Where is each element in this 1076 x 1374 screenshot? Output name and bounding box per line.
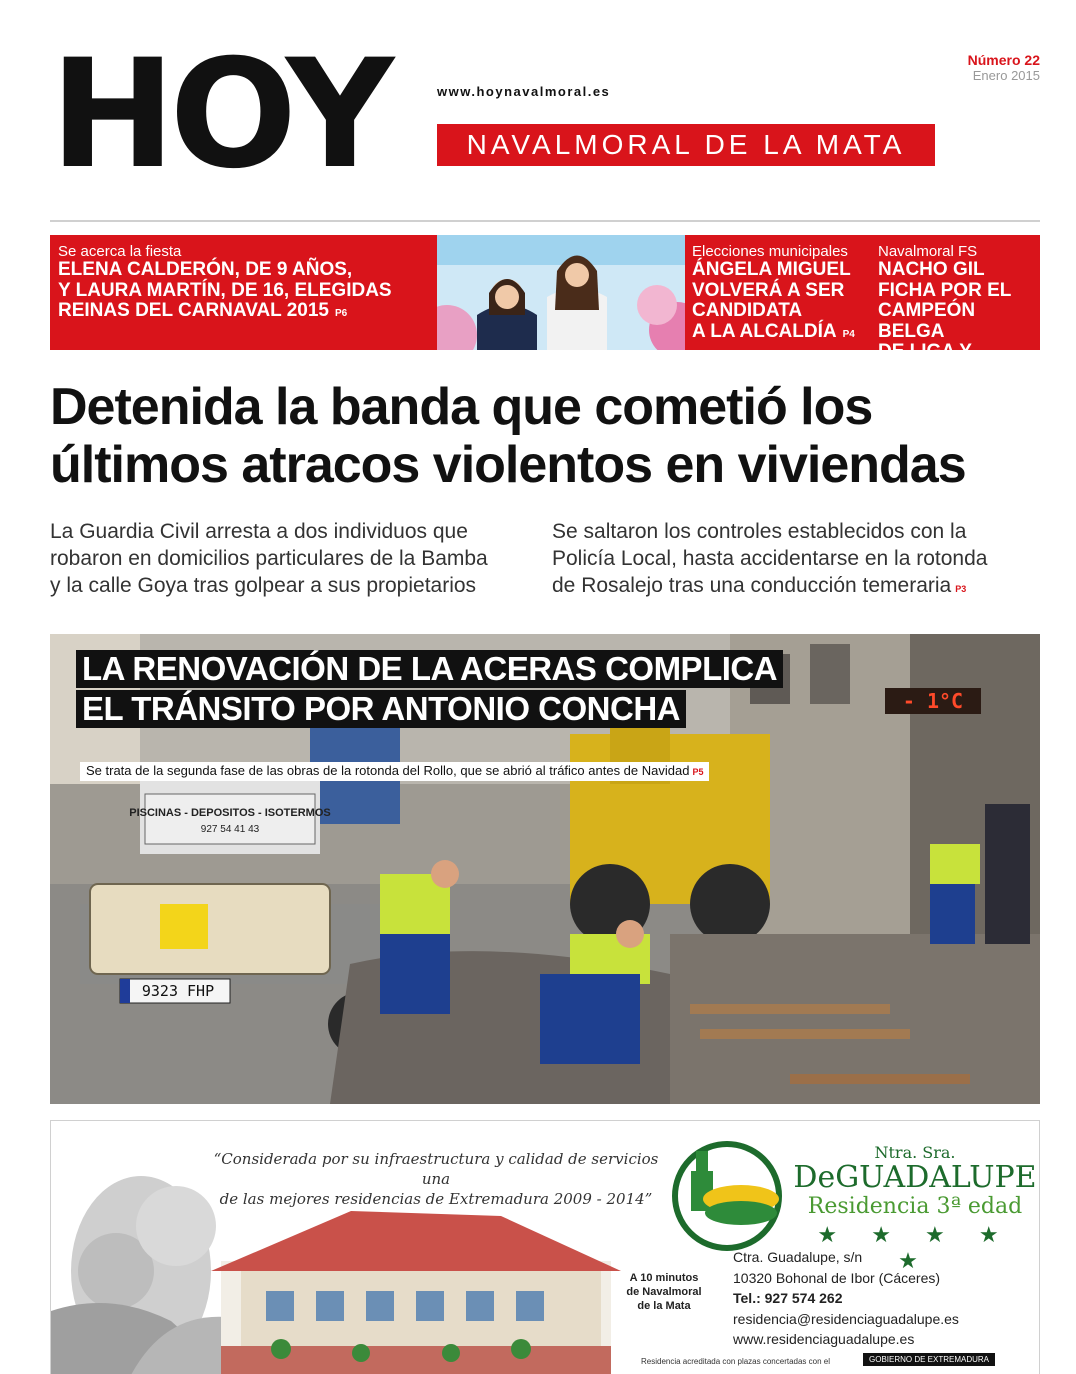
teaser-photo-carnival-queens bbox=[437, 235, 685, 350]
page-ref: P6 bbox=[335, 308, 348, 319]
photo-caption: Se trata de la segunda fase de las obras de la rotonda del Rollo, que se abrió al tráfico antes de Navidad P5 bbox=[80, 762, 709, 781]
truck-sign-1: PISCINAS - DEPOSITOS - ISOTERMOS bbox=[129, 807, 331, 819]
residence-advertisement[interactable] bbox=[50, 1120, 1040, 1374]
ad-phone: Tel.: 927 574 262 bbox=[733, 1290, 843, 1306]
ad-government-badge: GOBIERNO DE EXTREMADURA bbox=[863, 1353, 995, 1366]
teaser-elecciones[interactable] bbox=[692, 243, 872, 345]
teaser-kicker: Se acerca la fiesta bbox=[58, 243, 182, 260]
photo-story-title: LA RENOVACIÓN DE LA ACERAS COMPLICA EL TRÁNSITO POR ANTONIO CONCHA bbox=[76, 650, 783, 730]
teaser-headline: ÁNGELA MIGUEL VOLVERÁ A SER CANDIDATA A LA ALCALDÍA P4 bbox=[692, 259, 855, 342]
main-photo-roadworks[interactable] bbox=[50, 634, 1040, 1104]
header-rule bbox=[50, 220, 1040, 222]
issue-number: Número 22 bbox=[967, 52, 1040, 68]
edition-bar: NAVALMORAL DE LA MATA bbox=[437, 124, 935, 166]
teaser-carnaval[interactable] bbox=[58, 243, 428, 325]
thermometer-display: - 1°C bbox=[902, 689, 964, 713]
teaser-kicker: Navalmoral FS bbox=[878, 243, 978, 260]
ad-footnote: Residencia acreditada con plazas concertadas con el bbox=[641, 1357, 831, 1366]
teaser-navalmoral-fs[interactable] bbox=[878, 243, 1038, 386]
truck-sign-2: 927 54 41 43 bbox=[200, 824, 260, 835]
lead-deck-left: La Guardia Civil arresta a dos individuos que robaron en domicilios particulares de la Bamba y la calle Goya tras golpear a sus propietarios bbox=[50, 520, 488, 597]
ad-brand: Ntra. Sra. DeGUADALUPE Residencia 3ª edad ★ ★ ★ ★ ★ bbox=[791, 1143, 1039, 1274]
page-ref: P4 bbox=[842, 328, 855, 340]
teaser-band bbox=[50, 235, 1040, 383]
teaser-headline: NACHO GIL FICHA POR EL CAMPEÓN BELGA DE LIGA Y COPA P20 bbox=[878, 259, 1012, 383]
ad-contact: Ctra. Guadalupe, s/n 10320 Bohonal de Ibor (Cáceres) Tel.: 927 574 262 residencia@residenciaguadalupe.es www.residenciaguadalupe.es bbox=[733, 1247, 959, 1350]
ad-website: www.residenciaguadalupe.es bbox=[733, 1331, 915, 1347]
ad-star-rating: ★ ★ ★ ★ ★ bbox=[817, 1222, 1013, 1273]
lead-headline[interactable]: Detenida la banda que cometió los últimos atracos violentos en viviendas bbox=[50, 378, 966, 494]
teaser-headline: ELENA CALDERÓN, DE 9 AÑOS, Y LAURA MARTÍN, DE 16, ELEGIDAS REINAS DEL CARNAVAL 2015 P6 bbox=[58, 259, 392, 321]
ad-email: residencia@residenciaguadalupe.es bbox=[733, 1310, 959, 1327]
page-ref: P20 bbox=[937, 369, 956, 381]
page-ref: P3 bbox=[955, 584, 967, 594]
site-url[interactable]: www.hoynavalmoral.es bbox=[437, 84, 611, 99]
lead-deck-right: Se saltaron los controles establecidos con la Policía Local, hasta accidentarse en la rotonda de Rosalejo tras una conducción temeraria P3 bbox=[552, 520, 988, 597]
issue-date: Enero 2015 bbox=[972, 68, 1040, 83]
ad-quote: “Considerada por su infraestructura y calidad de servicios una de las mejores residencias de Extremadura 2009 - 2014” bbox=[213, 1150, 659, 1208]
page-ref: P5 bbox=[692, 767, 704, 777]
ad-distance-note: A 10 minutos de Navalmoral de la Mata bbox=[626, 1272, 702, 1312]
masthead-logo: HOY bbox=[50, 28, 389, 202]
license-plate: 9323 FHP bbox=[141, 982, 215, 1000]
teaser-kicker: Elecciones municipales bbox=[692, 243, 848, 260]
